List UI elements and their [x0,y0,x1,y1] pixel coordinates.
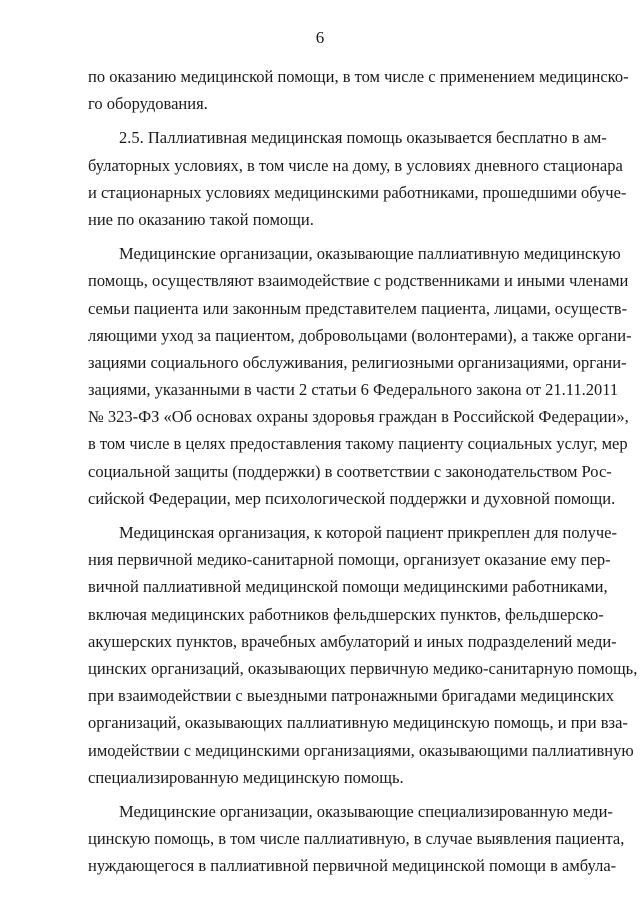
text-line: имодействии с медицинскими организациями, оказывающими паллиативную [88,740,634,760]
text-line: булаторных условиях, в том числе на дому, в условиях дневного стационара [88,155,623,175]
text-line: цинскую помощь, в том числе паллиативную, в случае выявления пациента, [88,829,625,849]
text-line: зациями социального обслуживания, религиозными организациями, органи- [88,352,627,372]
text-line: № 323-ФЗ «Об основах охраны здоровья граждан в Российской Федерации», [88,407,629,427]
text-line: и стационарных условиях медицинскими работниками, прошедшими обуче- [88,182,627,202]
paragraph [88,240,632,512]
text-line: социальной защиты (поддержки) в соответствии с законодательством Рос- [88,461,612,481]
document-body [88,63,638,879]
text-line: го оборудования. [88,94,208,114]
text-line: помощь, осуществляют взаимодействие с родственниками и иными членами [88,271,629,291]
text-line: включая медицинских работников фельдшерских пунктов, фельдшерско- [88,604,604,624]
paragraph [88,124,627,233]
text-line: ние по оказанию такой помощи. [88,209,314,229]
text-line: ляющими уход за пациентом, добровольцами (волонтерами), а также органи- [88,325,632,345]
text-line: специализированную медицинскую помощь. [88,767,404,787]
text-line: цинских организаций, оказывающих первичную медико-санитарную помощь, [88,658,638,678]
text-line: семьи пациента или законным представителем пациента, лицами, осуществ- [88,298,628,318]
text-line: 2.5. Паллиативная медицинская помощь оказывается бесплатно в ам- [119,128,607,148]
paragraph [88,63,629,117]
text-line: вичной паллиативной медицинской помощи медицинскими работниками, [88,577,608,597]
text-line: в том числе в целях предоставления такому пациенту социальных услуг, мер [88,434,628,454]
text-line: акушерских пунктов, врачебных амбулаторий и иных подразделений меди- [88,631,617,651]
text-line: зациями, указанными в части 2 статьи 6 Федерального закона от 21.11.2011 [88,380,619,400]
text-line: Медицинские организации, оказывающие специализированную меди- [119,801,613,821]
text-line: нуждающегося в паллиативной первичной медицинской помощи в амбула- [88,856,617,876]
text-line: организаций, оказывающих паллиативную медицинскую помощь, и при вза- [88,713,628,733]
page-number: 6 [315,28,325,47]
paragraph [88,798,625,880]
text-line: по оказанию медицинской помощи, в том числе с применением медицинско- [88,67,629,86]
paragraph [88,519,638,791]
text-line: Медицинские организации, оказывающие паллиативную медицинскую [119,244,621,264]
text-line: сийской Федерации, мер психологической поддержки и духовной помощи. [88,488,616,508]
text-line: ния первичной медико-санитарной помощи, организует оказание ему пер- [88,550,611,570]
text-line: Медицинская организация, к которой пациент прикреплен для получе- [119,523,617,542]
text-line: при взаимодействии с выездными патронажными бригадами медицинских [88,686,615,706]
